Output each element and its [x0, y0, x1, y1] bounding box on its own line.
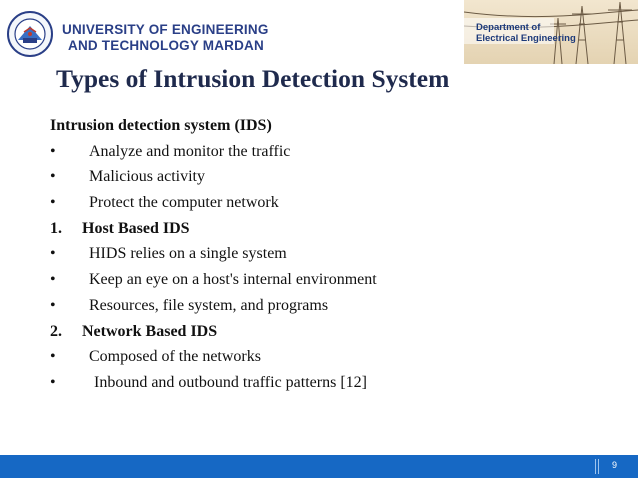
list-item-text: Keep an eye on a host's internal environment: [89, 271, 377, 289]
bullet-marker: •: [50, 296, 56, 314]
list-item: [50, 164, 620, 190]
slide-title: Types of Intrusion Detection System: [56, 64, 450, 93]
list-item: [50, 190, 620, 216]
list-item: [50, 241, 620, 267]
slide-header: [0, 0, 638, 66]
footer-divider: [595, 459, 599, 474]
list-item-text: Composed of the networks: [89, 348, 261, 366]
number-marker: 2.: [50, 322, 62, 340]
bullet-marker: •: [50, 142, 56, 160]
bullet-marker: •: [50, 245, 56, 263]
bullet-marker: •: [50, 168, 56, 186]
university-name-line1: UNIVERSITY OF ENGINEERING: [62, 22, 269, 37]
footer-bar: [0, 455, 638, 478]
department-name: [476, 22, 576, 44]
list-item-text: Resources, file system, and programs: [89, 296, 329, 314]
department-banner: [464, 0, 638, 64]
list-item-text: Intrusion detection system (IDS): [50, 117, 272, 134]
department-name-line1: Department of: [476, 22, 541, 33]
department-name-line2: Electrical Engineering: [476, 33, 576, 44]
university-seal-logo: [6, 4, 54, 72]
bullet-marker: •: [50, 194, 56, 212]
list-item-text: Network Based IDS: [82, 322, 218, 340]
list-item-text: Malicious activity: [89, 168, 205, 186]
number-marker: 1.: [50, 219, 62, 237]
page-number: 9: [612, 460, 618, 470]
bullet-marker: •: [50, 271, 56, 289]
bullet-marker: •: [50, 373, 56, 391]
list-item: [50, 267, 620, 293]
list-item-text: Host Based IDS: [82, 219, 190, 237]
list-item: [50, 293, 620, 319]
list-item-text: Analyze and monitor the traffic: [89, 142, 291, 160]
list-item: [50, 216, 620, 242]
university-name-line2: AND TECHNOLOGY MARDAN: [68, 38, 264, 53]
bullet-marker: •: [50, 348, 56, 366]
list-item-text: Protect the computer network: [89, 194, 279, 212]
list-item-text: HIDS relies on a single system: [89, 245, 287, 263]
list-item: [50, 113, 620, 139]
slide-body: [50, 113, 620, 396]
list-item: [50, 344, 620, 370]
list-item-text: Inbound and outbound traffic patterns [12]: [94, 373, 367, 391]
list-item: [50, 370, 620, 396]
list-item: [50, 319, 620, 345]
list-item: [50, 139, 620, 165]
